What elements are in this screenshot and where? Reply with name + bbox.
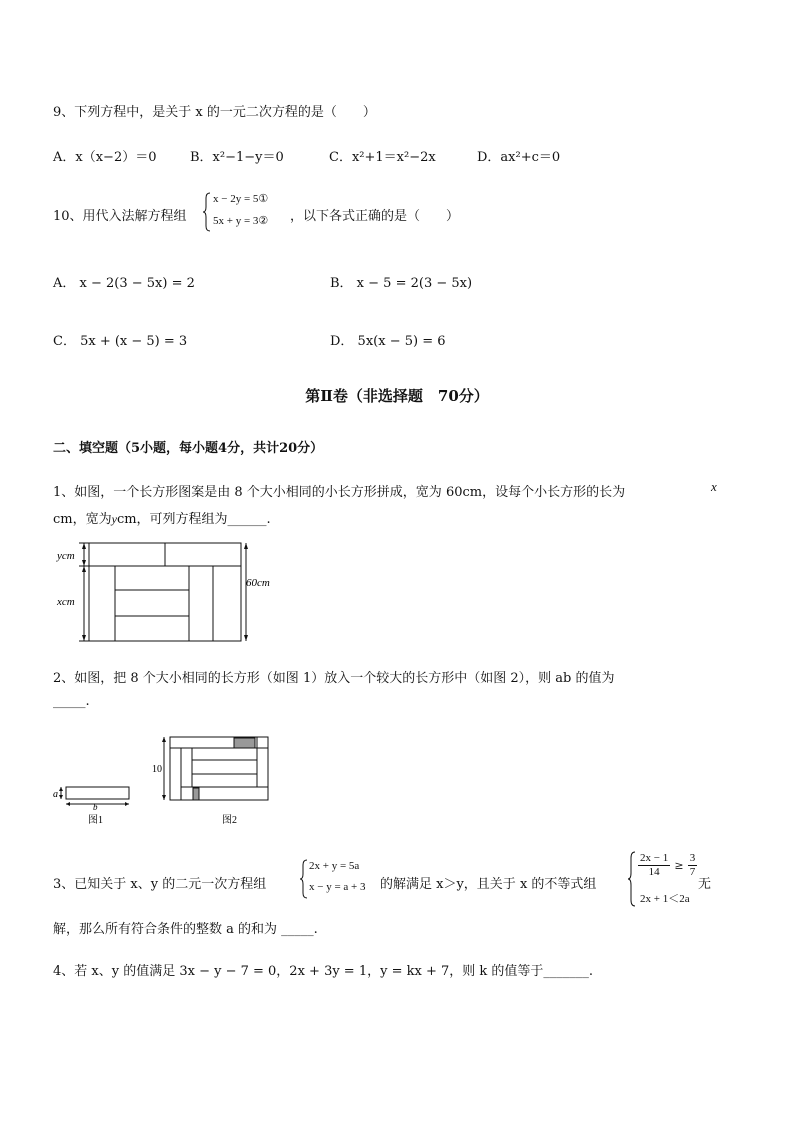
q10-system-brace — [202, 192, 212, 232]
fq3-geq: ≥ — [674, 859, 684, 872]
q10-stem-suffix: ，以下各式正确的是（ ） — [290, 209, 460, 224]
q10-option-b[interactable]: B． x − 5 = 2(3 − 5x) — [330, 276, 473, 291]
q10-option-a[interactable]: A． x − 2(3 − 5x) = 2 — [53, 276, 195, 291]
fig1-caption: 图1 — [88, 815, 103, 826]
fq3-system-brace — [299, 859, 309, 899]
fq1-line2-a: cm，宽为 — [53, 512, 112, 527]
q9-option-a[interactable]: A．x（x−2）＝0 — [53, 150, 157, 165]
q9-option-c[interactable]: C．x²+1＝x²−2x — [329, 150, 436, 165]
fq1-var-x: x — [711, 479, 717, 494]
fq1-label-xcm: xcm — [57, 596, 75, 608]
fq1-line1: 1、如图，一个长方形图案是由 8 个大小相同的小长方形拼成，宽为 60cm，设每个小长方形的长为 — [53, 485, 626, 500]
fq3-frac2 — [688, 852, 698, 879]
fig1-rect — [66, 787, 129, 799]
part2-heading: 二、填空题（5小题，每小题4分，共计20分） — [53, 441, 324, 456]
fig2-label-10: 10 — [152, 764, 162, 775]
fq1-label-ycm: ycm — [57, 550, 75, 562]
fig1-label-b: b — [93, 802, 98, 812]
q10-stem-prefix: 10、用代入法解方程组 — [53, 209, 187, 224]
q10-option-d[interactable]: D． 5x(x − 5) = 6 — [330, 334, 446, 349]
fq3-frac1-num: 2x − 1 — [640, 852, 669, 864]
fig2-caption: 图2 — [222, 815, 237, 826]
fq2-line2: _____. — [53, 694, 90, 709]
fq3-system-line2: x − y = a + 3 — [309, 881, 366, 893]
fq4-text: 4、若 x、y 的值满足 3x − y − 7 = 0，2x + 3y = 1，y = kx + 7，则 k 的值等于_______. — [53, 964, 594, 979]
fig2-shaded-bottom — [193, 788, 199, 800]
fq3-frac1 — [638, 852, 670, 879]
fq3-ineq-line2: 2x + 1＜2a — [640, 893, 690, 905]
fq1-figure — [53, 538, 283, 644]
fq3-ineq-line1 — [638, 852, 697, 879]
fig1-label-a: a — [53, 789, 58, 800]
fq3-frac1-den: 14 — [648, 866, 660, 878]
fq2-line1: 2、如图，把 8 个大小相同的长方形（如图 1）放入一个较大的长方形中（如图 2），则 ab 的值为 — [53, 671, 615, 686]
section-title: 第Ⅱ卷（非选择题 70分） — [305, 387, 489, 405]
fq3-middle: 的解满足 x＞y，且关于 x 的不等式组 — [380, 877, 597, 892]
q9-option-d[interactable]: D．ax²+c＝0 — [477, 150, 561, 165]
fq3-frac2-den: 7 — [689, 866, 696, 878]
fq1-line2 — [53, 508, 271, 527]
q9-option-b[interactable]: B．x²−1−y＝0 — [190, 150, 284, 165]
q10-system-line1: x − 2y = 5① — [213, 193, 269, 205]
fig2-shaded-top — [234, 738, 255, 748]
fq3-suffix: 无 — [698, 877, 712, 892]
fq3-system-line1: 2x + y = 5a — [309, 860, 360, 872]
fq3-ineq-brace — [627, 851, 637, 907]
fq3-frac2-num: 3 — [689, 852, 696, 864]
fq3-line2: 解，那么所有符合条件的整数 a 的和为 _____. — [53, 922, 318, 937]
fq1-var-y: y — [111, 512, 117, 526]
fq3-prefix: 3、已知关于 x、y 的二元一次方程组 — [53, 877, 267, 892]
fq2-figures — [50, 732, 280, 830]
q10-option-c[interactable]: C． 5x + (x − 5) = 3 — [53, 334, 188, 349]
fq1-label-60cm: 60cm — [246, 577, 270, 589]
fq1-line2-b: cm，可列方程组为______. — [116, 512, 271, 527]
q9-stem: 9、下列方程中，是关于 x 的一元二次方程的是（ ） — [53, 105, 376, 120]
q10-system-line2: 5x + y = 3② — [213, 215, 269, 227]
